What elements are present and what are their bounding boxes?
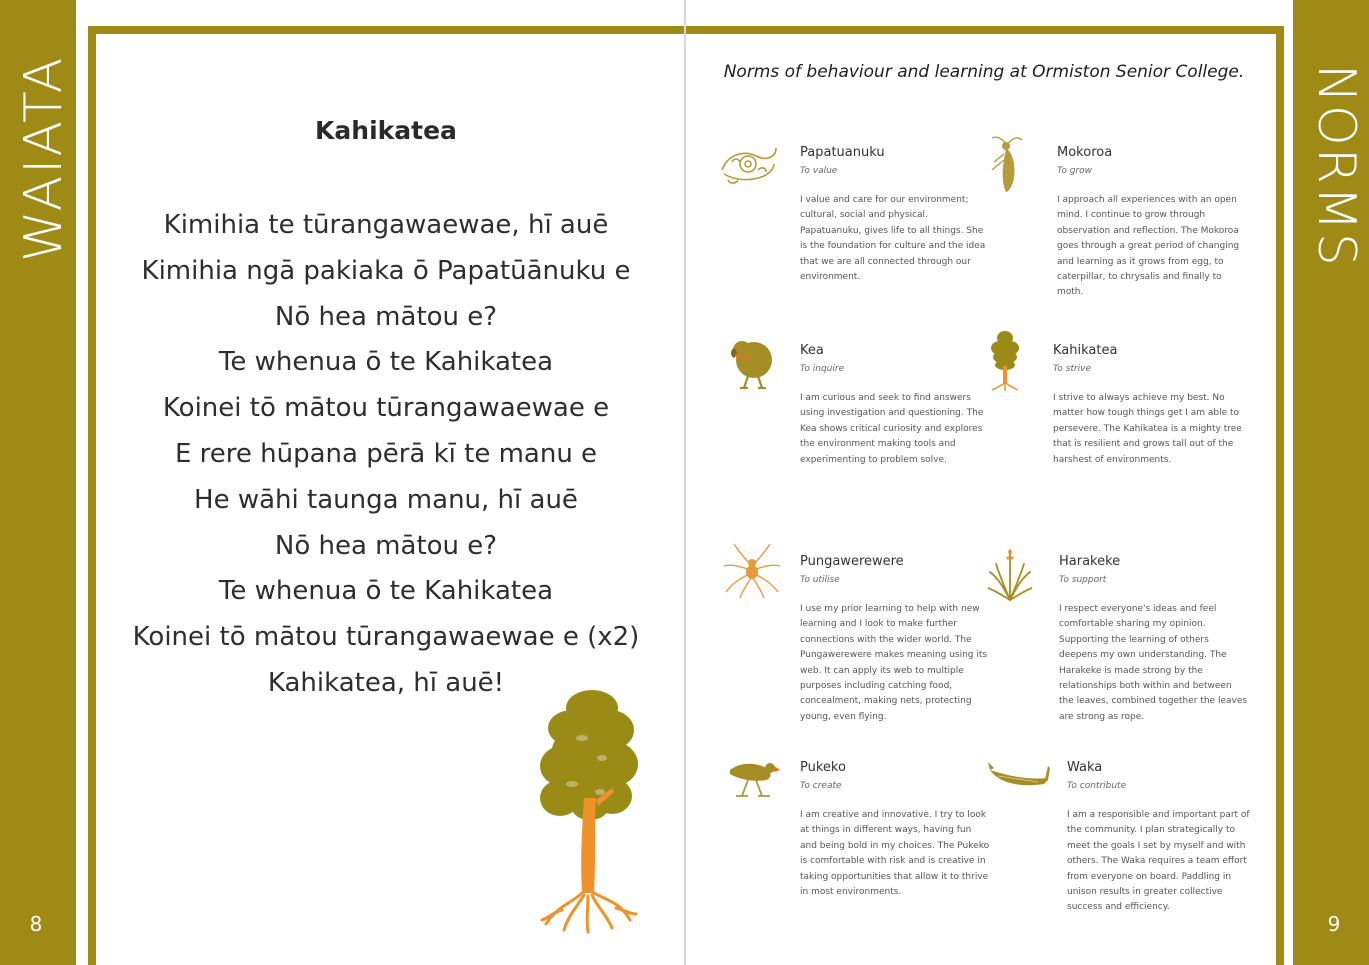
norm-name: Pukeko	[800, 760, 846, 775]
norm-kea	[800, 343, 990, 468]
norm-description: I am a responsible and important part of the community. I plan strategically to meet the goals I set by myself and with others. The Waka requires a team effort from everyone on board. Paddling in unison results in greater collective success and efficiency.	[1067, 810, 1250, 913]
norm-pungawerewere	[800, 554, 990, 725]
norms-side-title: NORMS	[1306, 64, 1366, 268]
norm-description: I am curious and seek to find answers using investigation and questioning. The Kea shows critical curiosity and explores the environment making tools and experimenting to problem solve.	[800, 393, 984, 465]
lyric-line: Koinei tō mātou tūrangawaewae e	[162, 393, 610, 424]
norm-waka	[1067, 760, 1257, 916]
norm-description: I approach all experiences with an open mind. I continue to grow through observation and reflection. The Mokoroa goes through a great period of changing and learning as it grows from egg, to caterpillar, to chrysalis and finally to moth.	[1057, 195, 1240, 298]
norm-name: Pungawerewere	[800, 554, 904, 569]
norm-papatuanuku	[800, 145, 990, 285]
flax-icon	[988, 546, 1032, 606]
norm-description: I respect everyone's ideas and feel comfortable sharing my opinion. Supporting the learning of others deepens my own understanding. The Harakeke is made strong by the relationships both within and between the leaves, combined together the leaves are strong as rope.	[1059, 604, 1248, 722]
lyric-line: Te whenua ō te Kahikatea	[218, 576, 554, 607]
lyric-line: Kimihia ngā pakiaka ō Papatūānuku e	[141, 255, 631, 286]
spider-icon	[722, 542, 782, 604]
norm-subtitle: To contribute	[1067, 781, 1127, 791]
waka-icon	[988, 760, 1050, 798]
norm-subtitle: To strive	[1053, 364, 1092, 374]
lyric-line: Nō hea mātou e?	[274, 301, 498, 332]
norm-name: Kea	[800, 343, 824, 358]
pukeko-icon	[722, 756, 780, 804]
waiata-side-title: WAIATA	[14, 55, 74, 262]
norm-pukeko	[800, 760, 990, 900]
lyric-line: Kahikatea, hī auē!	[267, 667, 505, 698]
norm-subtitle: To inquire	[800, 364, 845, 374]
norm-name: Waka	[1067, 760, 1103, 775]
norm-description: I am creative and innovative. I try to look at things in different ways, having fun and being bold in my choices. The Pukeko is comfortable with risk and is creative in taking opportunities that allow it to thrive in most environments.	[800, 810, 990, 898]
norm-description: I use my prior learning to help with new learning and I look to make further connections with the wider world. The Pungawerewere makes meaning using its web. It can apply its web to multiple purposes including catching food, concealment, making nets, protecting young, even flying.	[800, 604, 988, 722]
norms-heading: Norms of behaviour and learning at Ormiston Senior College.	[723, 62, 1245, 82]
page-number-right: 9	[1327, 912, 1341, 936]
norm-name: Harakeke	[1059, 554, 1121, 569]
norm-subtitle: To value	[800, 166, 838, 176]
lyric-line: Koinei tō mātou tūrangawaewae e (x2)	[132, 622, 640, 653]
norm-subtitle: To support	[1059, 575, 1107, 585]
norm-name: Mokoroa	[1057, 145, 1113, 160]
norm-name: Papatuanuku	[800, 145, 885, 160]
norm-name: Kahikatea	[1053, 343, 1118, 358]
norm-subtitle: To utilise	[800, 575, 840, 585]
norm-kahikatea	[1053, 343, 1243, 468]
lyrics-block	[96, 203, 676, 707]
norm-harakeke	[1059, 554, 1249, 725]
norm-description: I value and care for our environment; cultural, social and physical. Papatuanuku, gives life to all things. She is the foundation for culture and the idea that we are all connected through our environment.	[800, 195, 986, 283]
page-number-left: 8	[29, 912, 43, 936]
lyric-line: Kimihia te tūrangawaewae, hī auē	[163, 210, 609, 240]
lyric-line: He wāhi taunga manu, hī auē	[194, 484, 578, 515]
song-title: Kahikatea	[315, 116, 457, 145]
kahikatea-tree-illustration	[532, 688, 642, 934]
lyric-line: E rere hūpana pērā kī te manu e	[174, 438, 598, 469]
kahikatea-icon	[988, 330, 1022, 396]
papatuanuku-icon	[718, 140, 780, 190]
norm-mokoroa	[1057, 145, 1247, 301]
norm-subtitle: To grow	[1057, 166, 1093, 176]
norm-description: I strive to always achieve my best. No matter how tough things get I am able to persevere. The Kahikatea is a mighty tree that is resilient and grows tall out of the harshest of environments.	[1053, 393, 1242, 465]
norm-subtitle: To create	[800, 781, 842, 791]
lyric-line: Te whenua ō te Kahikatea	[218, 347, 554, 378]
lyric-line: Nō hea mātou e?	[274, 530, 498, 561]
mokoroa-icon	[988, 134, 1028, 198]
kea-icon	[726, 334, 776, 394]
